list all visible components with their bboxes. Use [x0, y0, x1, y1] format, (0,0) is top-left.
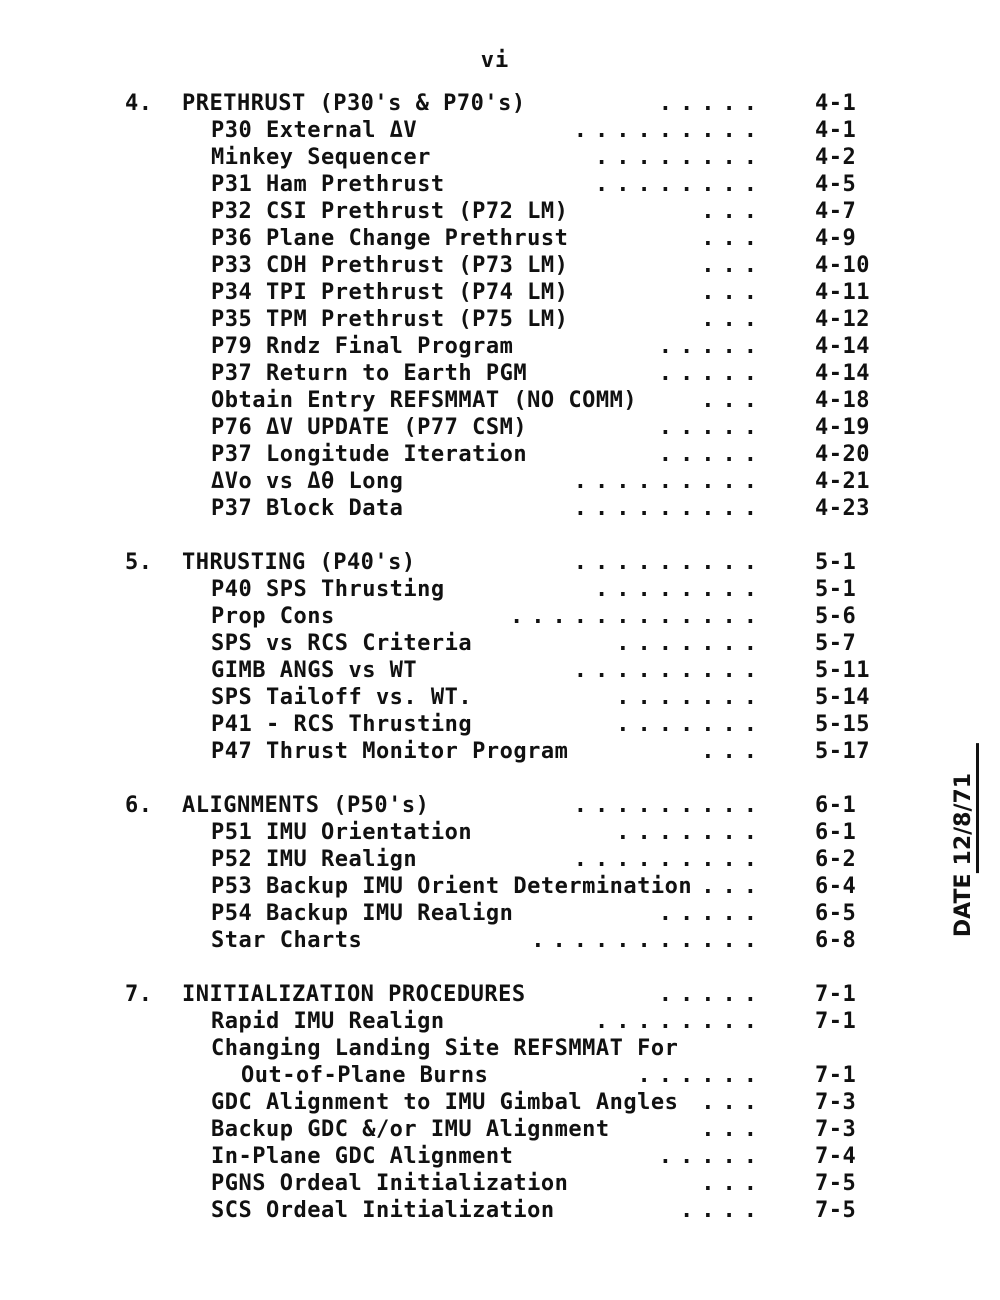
- entry-page: 5-11: [815, 658, 870, 683]
- dot-leader: .......: [616, 685, 765, 710]
- entry-page: 4-1: [815, 118, 857, 143]
- entry-title: P35 TPM Prethrust (P75 LM): [211, 307, 569, 332]
- section-page: 6-1: [815, 793, 857, 818]
- dot-leader: ...: [701, 307, 765, 332]
- entry-page: 7-5: [815, 1171, 857, 1196]
- toc-section: [125, 549, 885, 765]
- dot-leader: ...: [701, 1171, 765, 1196]
- entry-page: 4-14: [815, 334, 870, 359]
- dot-leader: ...: [701, 1117, 765, 1142]
- dot-leader: .........: [573, 496, 765, 521]
- dot-leader: ......: [637, 1063, 765, 1088]
- entry-title: P31 Ham Prethrust: [211, 172, 445, 197]
- entry-title: Obtain Entry REFSMMAT (NO COMM): [211, 388, 638, 413]
- toc-entry[interactable]: [125, 927, 885, 954]
- entry-title: Rapid IMU Realign: [211, 1009, 445, 1034]
- dot-leader: ....: [680, 1198, 765, 1223]
- entry-page: 4-2: [815, 145, 857, 170]
- date-stamp: [945, 720, 985, 960]
- entry-page: 4-5: [815, 172, 857, 197]
- entry-page: 5-14: [815, 685, 870, 710]
- entry-title: Minkey Sequencer: [211, 145, 431, 170]
- dot-leader: ...: [701, 253, 765, 278]
- entry-page: 5-17: [815, 739, 870, 764]
- entry-title: P40 SPS Thrusting: [211, 577, 445, 602]
- toc-entry[interactable]: [125, 441, 885, 468]
- entry-page: 7-4: [815, 1144, 857, 1169]
- entry-page: 6-2: [815, 847, 857, 872]
- entry-title: P51 IMU Orientation: [211, 820, 473, 845]
- toc-entry[interactable]: [125, 225, 885, 252]
- dot-leader: ........: [595, 1009, 765, 1034]
- toc-entry[interactable]: [125, 1116, 885, 1143]
- toc-entry[interactable]: [125, 900, 885, 927]
- dot-leader: .........: [573, 847, 765, 872]
- dot-leader: .....: [658, 1144, 765, 1169]
- dot-leader: ........: [595, 172, 765, 197]
- date-label: DATE: [951, 873, 976, 938]
- section-number: 5.: [125, 550, 153, 575]
- entry-title: PGNS Ordeal Initialization: [211, 1171, 569, 1196]
- entry-page: 4-7: [815, 199, 857, 224]
- entry-title: P53 Backup IMU Orient Determination: [211, 874, 693, 899]
- entry-title: P37 Return to Earth PGM: [211, 361, 528, 386]
- entry-title: P32 CSI Prethrust (P72 LM): [211, 199, 569, 224]
- section-number: 7.: [125, 982, 153, 1007]
- section-page: 5-1: [815, 550, 857, 575]
- toc-entry[interactable]: [125, 144, 885, 171]
- entry-title: Backup GDC &/or IMU Alignment: [211, 1117, 610, 1142]
- page-number: vi: [480, 48, 510, 73]
- dot-leader: .....: [658, 361, 765, 386]
- entry-page: 4-9: [815, 226, 857, 251]
- dot-leader: ............: [510, 604, 765, 629]
- toc-entry[interactable]: [125, 630, 885, 657]
- entry-title: GDC Alignment to IMU Gimbal Angles: [211, 1090, 679, 1115]
- entry-title: P34 TPI Prethrust (P74 LM): [211, 280, 569, 305]
- toc-section: [125, 90, 885, 522]
- toc-entry[interactable]: [125, 576, 885, 603]
- toc-entry[interactable]: [125, 171, 885, 198]
- dot-leader: ........: [595, 577, 765, 602]
- entry-page: 7-1: [815, 1009, 857, 1034]
- entry-title: P36 Plane Change Prethrust: [211, 226, 569, 251]
- dot-leader: ...: [701, 874, 765, 899]
- entry-title: P33 CDH Prethrust (P73 LM): [211, 253, 569, 278]
- entry-title: P79 Rndz Final Program: [211, 334, 514, 359]
- section-title: THRUSTING (P40's): [182, 550, 416, 575]
- toc-entry[interactable]: [125, 1197, 885, 1224]
- toc-entry[interactable]: [125, 360, 885, 387]
- entry-page: 7-5: [815, 1198, 857, 1223]
- section-title: INITIALIZATION PROCEDURES: [182, 982, 526, 1007]
- toc-entry[interactable]: [125, 1143, 885, 1170]
- entry-page: 4-19: [815, 415, 870, 440]
- entry-page: 5-7: [815, 631, 857, 656]
- toc-entry[interactable]: [125, 387, 885, 414]
- entry-title: P37 Longitude Iteration: [211, 442, 528, 467]
- dot-leader: .......: [616, 712, 765, 737]
- toc-entry[interactable]: [125, 279, 885, 306]
- dot-leader: ...: [701, 199, 765, 224]
- entry-title: P47 Thrust Monitor Program: [211, 739, 569, 764]
- entry-page: 4-14: [815, 361, 870, 386]
- entry-page: 5-1: [815, 577, 857, 602]
- toc-entry[interactable]: [125, 252, 885, 279]
- section-title: ALIGNMENTS (P50's): [182, 793, 430, 818]
- dot-leader: .......: [616, 631, 765, 656]
- entry-title: P41 - RCS Thrusting: [211, 712, 473, 737]
- toc-entry[interactable]: [125, 333, 885, 360]
- toc-entry[interactable]: [125, 117, 885, 144]
- toc-entry[interactable]: [125, 1170, 885, 1197]
- entry-title: Changing Landing Site REFSMMAT For: [211, 1036, 679, 1061]
- entry-page: 6-4: [815, 874, 857, 899]
- dot-leader: ...: [701, 739, 765, 764]
- toc-entry[interactable]: [125, 657, 885, 684]
- entry-page: 6-5: [815, 901, 857, 926]
- entry-title: P52 IMU Realign: [211, 847, 418, 872]
- entry-page: 4-21: [815, 469, 870, 494]
- entry-page: 4-20: [815, 442, 870, 467]
- dot-leader: .....: [658, 415, 765, 440]
- toc-entry[interactable]: [125, 1062, 885, 1089]
- entry-page: 4-18: [815, 388, 870, 413]
- toc-section-heading[interactable]: [125, 549, 885, 576]
- entry-title: SCS Ordeal Initialization: [211, 1198, 555, 1223]
- entry-page: 5-6: [815, 604, 857, 629]
- dot-leader: .....: [658, 334, 765, 359]
- toc-section-heading[interactable]: [125, 90, 885, 117]
- section-page: 7-1: [815, 982, 857, 1007]
- entry-page: 4-12: [815, 307, 870, 332]
- dot-leader: ........: [595, 145, 765, 170]
- entry-title: SPS vs RCS Criteria: [211, 631, 473, 656]
- toc-entry[interactable]: [125, 684, 885, 711]
- entry-title: GIMB ANGS vs WT: [211, 658, 418, 683]
- dot-leader: .........: [573, 550, 765, 575]
- entry-title: ΔVo vs Δθ Long: [211, 469, 404, 494]
- dot-leader: ...: [701, 226, 765, 251]
- entry-title: P30 External ΔV: [211, 118, 418, 143]
- section-number: 4.: [125, 91, 153, 116]
- toc-entry[interactable]: [125, 819, 885, 846]
- dot-leader: ...: [701, 388, 765, 413]
- entry-page: 7-3: [815, 1090, 857, 1115]
- dot-leader: .........: [573, 658, 765, 683]
- toc-entry[interactable]: [125, 711, 885, 738]
- toc-entry[interactable]: [125, 495, 885, 522]
- entry-page: 7-3: [815, 1117, 857, 1142]
- toc-section: [125, 981, 885, 1224]
- entry-page: 5-15: [815, 712, 870, 737]
- dot-leader: .....: [658, 901, 765, 926]
- entry-title: Out-of-Plane Burns: [241, 1063, 489, 1088]
- entry-title: P76 ΔV UPDATE (P77 CSM): [211, 415, 528, 440]
- entry-page: 6-1: [815, 820, 857, 845]
- entry-title: In-Plane GDC Alignment: [211, 1144, 514, 1169]
- entry-title: SPS Tailoff vs. WT.: [211, 685, 473, 710]
- dot-leader: .....: [658, 442, 765, 467]
- toc-section-heading[interactable]: [125, 981, 885, 1008]
- entry-page: 4-11: [815, 280, 870, 305]
- toc-entry[interactable]: [125, 198, 885, 225]
- entry-title: P37 Block Data: [211, 496, 404, 521]
- entry-page: 6-8: [815, 928, 857, 953]
- entry-page: 4-10: [815, 253, 870, 278]
- dot-leader: .....: [658, 982, 765, 1007]
- entry-page: 4-23: [815, 496, 870, 521]
- section-number: 6.: [125, 793, 153, 818]
- section-title: PRETHRUST (P30's & P70's): [182, 91, 526, 116]
- entry-page: 7-1: [815, 1063, 857, 1088]
- dot-leader: .......: [616, 820, 765, 845]
- toc-entry[interactable]: [125, 306, 885, 333]
- dot-leader: .....: [658, 91, 765, 116]
- toc-entry[interactable]: [125, 1008, 885, 1035]
- dot-leader: ...: [701, 280, 765, 305]
- toc-section-heading[interactable]: [125, 792, 885, 819]
- dot-leader: ...........: [531, 928, 765, 953]
- toc-entry[interactable]: [125, 468, 885, 495]
- toc-entry[interactable]: [125, 1089, 885, 1116]
- entry-title: Star Charts: [211, 928, 363, 953]
- table-of-contents: [125, 90, 885, 1251]
- toc-entry[interactable]: [125, 414, 885, 441]
- section-page: 4-1: [815, 91, 857, 116]
- toc-entry[interactable]: [125, 1035, 885, 1062]
- entry-title: P54 Backup IMU Realign: [211, 901, 514, 926]
- date-value: 12/8/71: [951, 743, 979, 874]
- toc-section: [125, 792, 885, 954]
- dot-leader: .........: [573, 469, 765, 494]
- toc-entry[interactable]: [125, 873, 885, 900]
- dot-leader: .........: [573, 118, 765, 143]
- toc-entry[interactable]: [125, 738, 885, 765]
- toc-entry[interactable]: [125, 846, 885, 873]
- dot-leader: .........: [573, 793, 765, 818]
- dot-leader: ...: [701, 1090, 765, 1115]
- entry-title: Prop Cons: [211, 604, 335, 629]
- toc-entry[interactable]: [125, 603, 885, 630]
